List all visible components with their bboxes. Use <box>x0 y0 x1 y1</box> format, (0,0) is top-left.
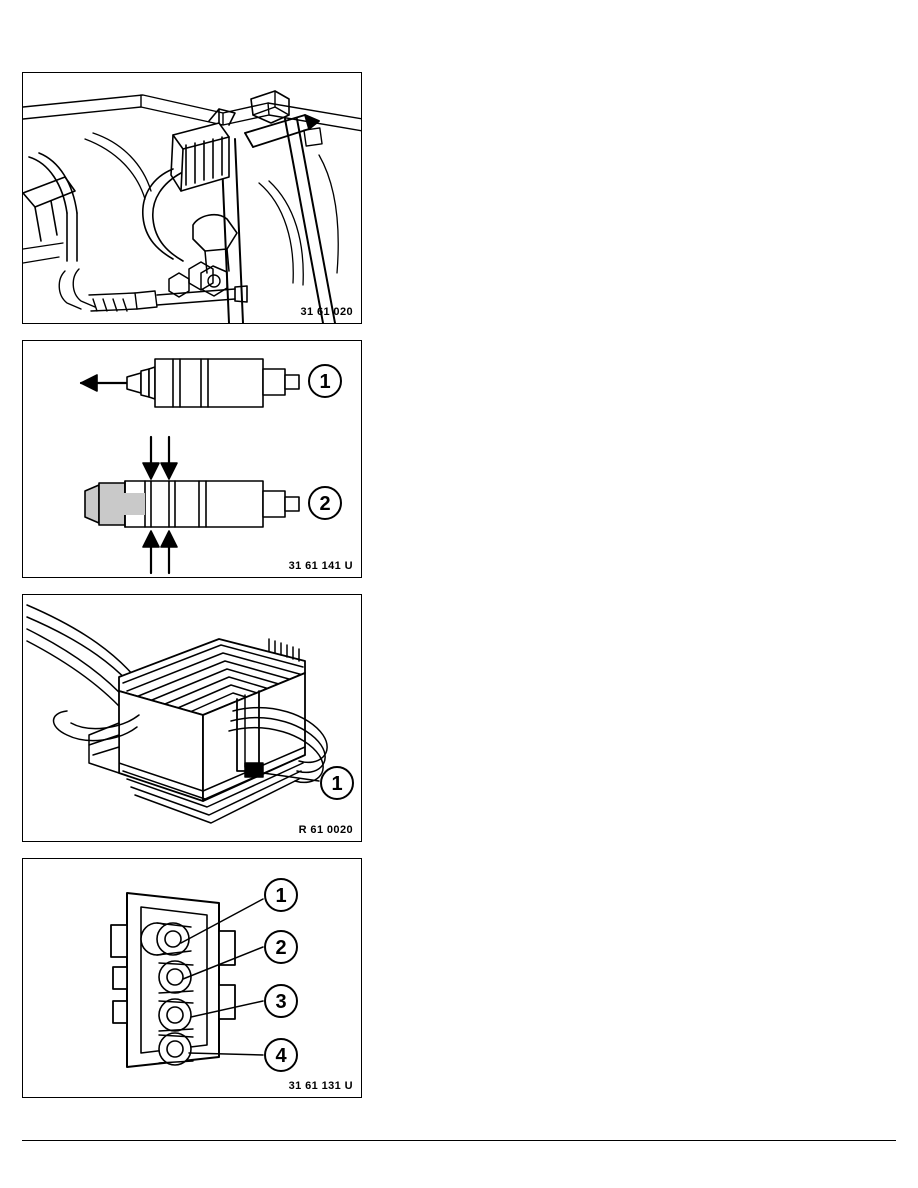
svg-text:3: 3 <box>275 991 287 1013</box>
svg-text:1: 1 <box>275 885 287 907</box>
figure-caption: 31 61 131 U <box>288 1080 353 1092</box>
figure-caption: R 61 0020 <box>298 824 353 836</box>
svg-text:1: 1 <box>319 371 331 393</box>
figure-4-artwork <box>23 859 362 1098</box>
svg-text:1: 1 <box>331 773 343 795</box>
figure-3-artwork <box>23 595 362 842</box>
figure-four-pin-connector-pinout <box>22 858 362 1098</box>
figure-connector-release-diagram <box>22 340 362 578</box>
figure-1-artwork <box>23 73 362 324</box>
footer-divider <box>22 1140 896 1141</box>
figure-2-artwork <box>23 341 362 578</box>
figure-caption: 31 61 020 <box>300 306 353 318</box>
svg-text:2: 2 <box>319 493 331 515</box>
svg-text:2: 2 <box>275 937 287 959</box>
figure-blower-connector-location-photo <box>22 72 362 324</box>
figure-caption: 31 61 141 U <box>288 560 353 572</box>
figure-final-stage-resistor-photo <box>22 594 362 842</box>
svg-text:4: 4 <box>275 1045 287 1067</box>
